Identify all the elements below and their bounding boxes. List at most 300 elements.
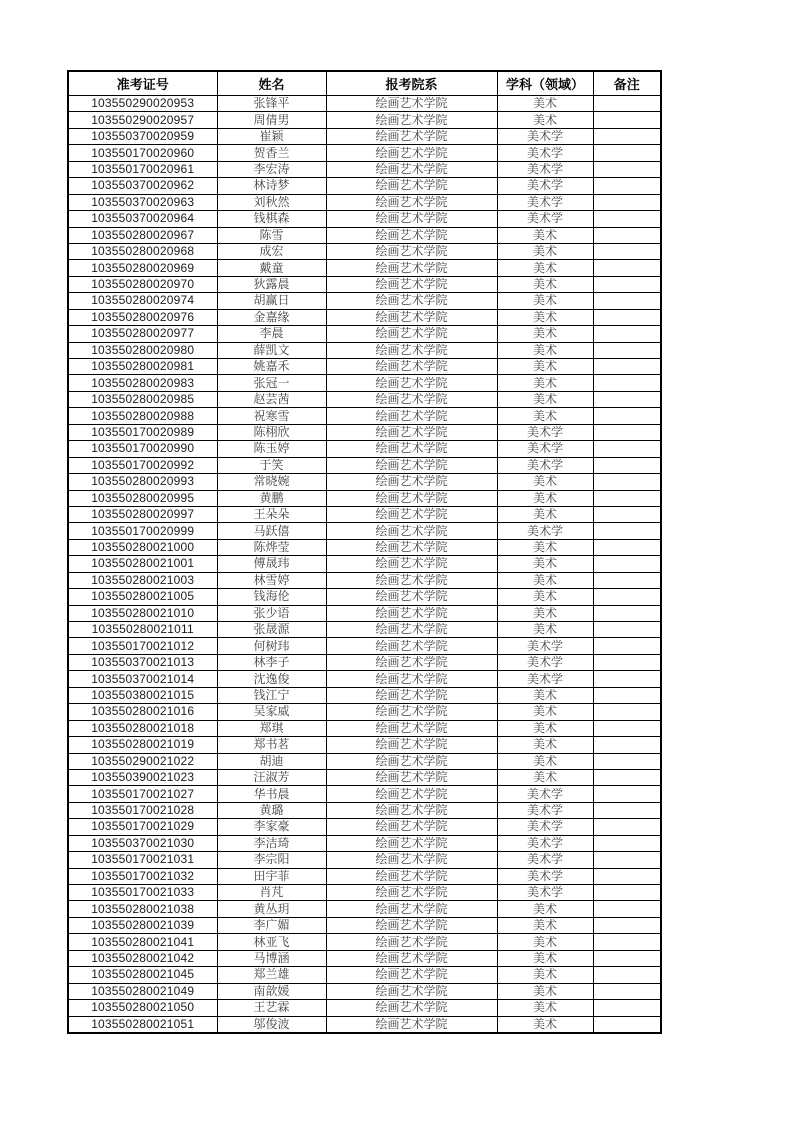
- cell-name: 王朵朵: [217, 506, 326, 522]
- cell-name: 赵芸茜: [217, 391, 326, 407]
- cell-exam-no: 103550280021000: [68, 539, 217, 555]
- cell-field: 美术学: [497, 654, 593, 670]
- table-row: [68, 128, 661, 144]
- cell-exam-no: 103550390021023: [68, 769, 217, 785]
- table-row: [68, 112, 661, 128]
- cell-exam-no: 103550170021033: [68, 885, 217, 901]
- cell-name: 李宏涛: [217, 161, 326, 177]
- cell-exam-no: 103550280021041: [68, 934, 217, 950]
- table-row: [68, 424, 661, 440]
- cell-remark: [593, 885, 661, 901]
- cell-name: 汪淑芳: [217, 769, 326, 785]
- table-row: [68, 589, 661, 605]
- header-field: 学科（领域）: [497, 71, 593, 96]
- cell-department: 绘画艺术学院: [326, 852, 497, 868]
- cell-remark: [593, 786, 661, 802]
- cell-name: 崔颖: [217, 128, 326, 144]
- cell-exam-no: 103550280020969: [68, 260, 217, 276]
- cell-department: 绘画艺术学院: [326, 96, 497, 112]
- cell-remark: [593, 720, 661, 736]
- table-row: [68, 572, 661, 588]
- table-header-row: [68, 71, 661, 96]
- cell-exam-no: 103550280021038: [68, 901, 217, 917]
- cell-department: 绘画艺术学院: [326, 753, 497, 769]
- table-row: [68, 539, 661, 555]
- cell-department: 绘画艺术学院: [326, 243, 497, 259]
- cell-department: 绘画艺术学院: [326, 161, 497, 177]
- cell-remark: [593, 950, 661, 966]
- table-row: [68, 769, 661, 785]
- table-row: [68, 474, 661, 490]
- cell-exam-no: 103550280020997: [68, 506, 217, 522]
- cell-remark: [593, 145, 661, 161]
- table-row: [68, 243, 661, 259]
- cell-name: 李晨: [217, 326, 326, 342]
- cell-remark: [593, 704, 661, 720]
- cell-field: 美术学: [497, 885, 593, 901]
- cell-exam-no: 103550280021051: [68, 1016, 217, 1033]
- cell-name: 李洁琦: [217, 835, 326, 851]
- cell-remark: [593, 539, 661, 555]
- cell-exam-no: 103550280020968: [68, 243, 217, 259]
- cell-department: 绘画艺术学院: [326, 983, 497, 999]
- cell-department: 绘画艺术学院: [326, 835, 497, 851]
- cell-name: 祝寒雪: [217, 408, 326, 424]
- table-row: [68, 934, 661, 950]
- cell-name: 马跃僖: [217, 523, 326, 539]
- cell-remark: [593, 983, 661, 999]
- cell-department: 绘画艺术学院: [326, 1016, 497, 1033]
- table-row: [68, 359, 661, 375]
- cell-exam-no: 103550370021030: [68, 835, 217, 851]
- cell-department: 绘画艺术学院: [326, 934, 497, 950]
- cell-name: 金嘉缘: [217, 309, 326, 325]
- cell-remark: [593, 211, 661, 227]
- cell-field: 美术: [497, 243, 593, 259]
- cell-exam-no: 103550280021010: [68, 605, 217, 621]
- cell-exam-no: 103550380021015: [68, 687, 217, 703]
- cell-name: 田宇菲: [217, 868, 326, 884]
- table-row: [68, 506, 661, 522]
- cell-remark: [593, 424, 661, 440]
- cell-department: 绘画艺术学院: [326, 506, 497, 522]
- table-row: [68, 917, 661, 933]
- cell-exam-no: 103550370021013: [68, 654, 217, 670]
- cell-department: 绘画艺术学院: [326, 901, 497, 917]
- table-row: [68, 490, 661, 506]
- cell-field: 美术学: [497, 211, 593, 227]
- cell-field: 美术: [497, 704, 593, 720]
- cell-remark: [593, 769, 661, 785]
- cell-name: 郑兰雄: [217, 967, 326, 983]
- table-row: [68, 408, 661, 424]
- cell-exam-no: 103550280020983: [68, 375, 217, 391]
- cell-remark: [593, 835, 661, 851]
- cell-name: 傅晟玮: [217, 556, 326, 572]
- cell-field: 美术: [497, 326, 593, 342]
- cell-field: 美术: [497, 967, 593, 983]
- cell-field: 美术: [497, 737, 593, 753]
- cell-department: 绘画艺术学院: [326, 556, 497, 572]
- cell-field: 美术: [497, 391, 593, 407]
- cell-remark: [593, 375, 661, 391]
- cell-remark: [593, 506, 661, 522]
- cell-exam-no: 103550280020967: [68, 227, 217, 243]
- cell-field: 美术: [497, 589, 593, 605]
- cell-field: 美术学: [497, 128, 593, 144]
- cell-field: 美术: [497, 769, 593, 785]
- cell-remark: [593, 523, 661, 539]
- cell-remark: [593, 819, 661, 835]
- cell-name: 肖芃: [217, 885, 326, 901]
- cell-exam-no: 103550170020989: [68, 424, 217, 440]
- cell-department: 绘画艺术学院: [326, 523, 497, 539]
- cell-exam-no: 103550170021012: [68, 638, 217, 654]
- cell-name: 南歆媛: [217, 983, 326, 999]
- cell-field: 美术: [497, 375, 593, 391]
- table-row: [68, 638, 661, 654]
- cell-name: 陈烨莹: [217, 539, 326, 555]
- cell-department: 绘画艺术学院: [326, 967, 497, 983]
- cell-exam-no: 103550280021001: [68, 556, 217, 572]
- cell-field: 美术: [497, 1000, 593, 1016]
- cell-remark: [593, 178, 661, 194]
- cell-remark: [593, 408, 661, 424]
- table-body: [68, 96, 661, 1033]
- cell-department: 绘画艺术学院: [326, 654, 497, 670]
- cell-field: 美术学: [497, 194, 593, 210]
- table-row: [68, 720, 661, 736]
- cell-exam-no: 103550170020961: [68, 161, 217, 177]
- header-name: 姓名: [217, 71, 326, 96]
- cell-name: 胡迪: [217, 753, 326, 769]
- cell-remark: [593, 112, 661, 128]
- cell-department: 绘画艺术学院: [326, 539, 497, 555]
- cell-department: 绘画艺术学院: [326, 572, 497, 588]
- header-exam-no: 准考证号: [68, 71, 217, 96]
- cell-remark: [593, 457, 661, 473]
- cell-name: 邬俊波: [217, 1016, 326, 1033]
- cell-name: 钱棋森: [217, 211, 326, 227]
- table-row: [68, 687, 661, 703]
- cell-exam-no: 103550170021032: [68, 868, 217, 884]
- cell-field: 美术: [497, 720, 593, 736]
- cell-name: 陈栩欣: [217, 424, 326, 440]
- cell-field: 美术: [497, 276, 593, 292]
- cell-name: 陈玉婷: [217, 441, 326, 457]
- cell-department: 绘画艺术学院: [326, 704, 497, 720]
- cell-department: 绘画艺术学院: [326, 720, 497, 736]
- cell-remark: [593, 687, 661, 703]
- cell-department: 绘画艺术学院: [326, 128, 497, 144]
- table-row: [68, 967, 661, 983]
- cell-department: 绘画艺术学院: [326, 638, 497, 654]
- table-row: [68, 950, 661, 966]
- cell-department: 绘画艺术学院: [326, 622, 497, 638]
- cell-remark: [593, 852, 661, 868]
- cell-field: 美术: [497, 359, 593, 375]
- table-row: [68, 737, 661, 753]
- cell-exam-no: 103550170020992: [68, 457, 217, 473]
- cell-remark: [593, 917, 661, 933]
- cell-field: 美术: [497, 96, 593, 112]
- cell-name: 何树玮: [217, 638, 326, 654]
- applicant-list-table: [67, 70, 662, 1034]
- cell-exam-no: 103550280020976: [68, 309, 217, 325]
- cell-exam-no: 103550370020963: [68, 194, 217, 210]
- cell-exam-no: 103550290020957: [68, 112, 217, 128]
- cell-field: 美术学: [497, 835, 593, 851]
- cell-field: 美术学: [497, 457, 593, 473]
- cell-department: 绘画艺术学院: [326, 441, 497, 457]
- cell-department: 绘画艺术学院: [326, 819, 497, 835]
- cell-remark: [593, 391, 661, 407]
- cell-remark: [593, 309, 661, 325]
- cell-exam-no: 103550370021014: [68, 671, 217, 687]
- cell-department: 绘画艺术学院: [326, 260, 497, 276]
- cell-exam-no: 103550170020990: [68, 441, 217, 457]
- cell-name: 戴童: [217, 260, 326, 276]
- cell-field: 美术: [497, 539, 593, 555]
- cell-department: 绘画艺术学院: [326, 605, 497, 621]
- cell-remark: [593, 441, 661, 457]
- cell-exam-no: 103550280020970: [68, 276, 217, 292]
- cell-remark: [593, 194, 661, 210]
- cell-exam-no: 103550280020981: [68, 359, 217, 375]
- cell-department: 绘画艺术学院: [326, 342, 497, 358]
- cell-exam-no: 103550290020953: [68, 96, 217, 112]
- cell-department: 绘画艺术学院: [326, 359, 497, 375]
- cell-field: 美术: [497, 687, 593, 703]
- cell-remark: [593, 638, 661, 654]
- cell-name: 张晟源: [217, 622, 326, 638]
- cell-field: 美术: [497, 950, 593, 966]
- cell-name: 胡赢日: [217, 293, 326, 309]
- cell-department: 绘画艺术学院: [326, 769, 497, 785]
- cell-field: 美术: [497, 309, 593, 325]
- cell-name: 成宏: [217, 243, 326, 259]
- cell-field: 美术学: [497, 868, 593, 884]
- cell-remark: [593, 556, 661, 572]
- cell-name: 李宗阳: [217, 852, 326, 868]
- cell-department: 绘画艺术学院: [326, 490, 497, 506]
- cell-name: 林诗梦: [217, 178, 326, 194]
- cell-exam-no: 103550280021019: [68, 737, 217, 753]
- cell-exam-no: 103550280021039: [68, 917, 217, 933]
- cell-field: 美术: [497, 753, 593, 769]
- table-row: [68, 868, 661, 884]
- cell-field: 美术: [497, 622, 593, 638]
- table-row: [68, 457, 661, 473]
- table-row: [68, 145, 661, 161]
- table-row: [68, 194, 661, 210]
- cell-exam-no: 103550170021029: [68, 819, 217, 835]
- cell-name: 吴家威: [217, 704, 326, 720]
- cell-field: 美术: [497, 408, 593, 424]
- cell-field: 美术: [497, 490, 593, 506]
- cell-department: 绘画艺术学院: [326, 1000, 497, 1016]
- table-row: [68, 161, 661, 177]
- cell-field: 美术: [497, 901, 593, 917]
- cell-field: 美术: [497, 112, 593, 128]
- cell-exam-no: 103550280021011: [68, 622, 217, 638]
- cell-field: 美术学: [497, 424, 593, 440]
- cell-department: 绘画艺术学院: [326, 178, 497, 194]
- cell-field: 美术学: [497, 441, 593, 457]
- table-row: [68, 654, 661, 670]
- cell-department: 绘画艺术学院: [326, 687, 497, 703]
- cell-exam-no: 103550280020993: [68, 474, 217, 490]
- cell-department: 绘画艺术学院: [326, 211, 497, 227]
- cell-exam-no: 103550280020985: [68, 391, 217, 407]
- cell-remark: [593, 490, 661, 506]
- cell-department: 绘画艺术学院: [326, 391, 497, 407]
- cell-name: 贺香兰: [217, 145, 326, 161]
- cell-field: 美术学: [497, 523, 593, 539]
- cell-field: 美术: [497, 293, 593, 309]
- cell-field: 美术: [497, 227, 593, 243]
- cell-name: 钱江宁: [217, 687, 326, 703]
- header-remark: 备注: [593, 71, 661, 96]
- cell-department: 绘画艺术学院: [326, 112, 497, 128]
- cell-remark: [593, 589, 661, 605]
- cell-department: 绘画艺术学院: [326, 786, 497, 802]
- cell-field: 美术学: [497, 802, 593, 818]
- cell-remark: [593, 934, 661, 950]
- cell-remark: [593, 622, 661, 638]
- cell-name: 刘秋然: [217, 194, 326, 210]
- cell-name: 郑琪: [217, 720, 326, 736]
- cell-exam-no: 103550280020974: [68, 293, 217, 309]
- cell-remark: [593, 342, 661, 358]
- table-row: [68, 819, 661, 835]
- cell-department: 绘画艺术学院: [326, 424, 497, 440]
- table-row: [68, 983, 661, 999]
- cell-name: 薛凯文: [217, 342, 326, 358]
- cell-field: 美术学: [497, 671, 593, 687]
- table-row: [68, 178, 661, 194]
- cell-remark: [593, 260, 661, 276]
- cell-remark: [593, 96, 661, 112]
- cell-field: 美术: [497, 260, 593, 276]
- table-row: [68, 342, 661, 358]
- table-row: [68, 375, 661, 391]
- cell-name: 黄丛玥: [217, 901, 326, 917]
- table-row: [68, 753, 661, 769]
- cell-name: 陈雪: [217, 227, 326, 243]
- cell-name: 常晓婉: [217, 474, 326, 490]
- cell-exam-no: 103550170020960: [68, 145, 217, 161]
- cell-name: 华书晨: [217, 786, 326, 802]
- cell-name: 周倩男: [217, 112, 326, 128]
- cell-remark: [593, 128, 661, 144]
- cell-exam-no: 103550170020999: [68, 523, 217, 539]
- cell-remark: [593, 753, 661, 769]
- cell-department: 绘画艺术学院: [326, 868, 497, 884]
- cell-exam-no: 103550280021005: [68, 589, 217, 605]
- cell-name: 狄露晨: [217, 276, 326, 292]
- cell-remark: [593, 227, 661, 243]
- cell-name: 钱海伦: [217, 589, 326, 605]
- cell-remark: [593, 326, 661, 342]
- cell-field: 美术学: [497, 638, 593, 654]
- cell-department: 绘画艺术学院: [326, 802, 497, 818]
- cell-exam-no: 103550280021016: [68, 704, 217, 720]
- cell-field: 美术学: [497, 178, 593, 194]
- table-row: [68, 326, 661, 342]
- cell-remark: [593, 605, 661, 621]
- cell-remark: [593, 161, 661, 177]
- cell-remark: [593, 1016, 661, 1033]
- cell-exam-no: 103550170021028: [68, 802, 217, 818]
- table-row: [68, 802, 661, 818]
- cell-exam-no: 103550170021027: [68, 786, 217, 802]
- table-row: [68, 901, 661, 917]
- cell-name: 林亚飞: [217, 934, 326, 950]
- cell-field: 美术: [497, 342, 593, 358]
- cell-exam-no: 103550280021049: [68, 983, 217, 999]
- cell-name: 张少语: [217, 605, 326, 621]
- cell-department: 绘画艺术学院: [326, 375, 497, 391]
- table-row: [68, 441, 661, 457]
- table-row: [68, 211, 661, 227]
- cell-name: 郑书茗: [217, 737, 326, 753]
- cell-department: 绘画艺术学院: [326, 917, 497, 933]
- cell-name: 马博涵: [217, 950, 326, 966]
- cell-field: 美术: [497, 934, 593, 950]
- cell-field: 美术: [497, 474, 593, 490]
- table-row: [68, 1016, 661, 1033]
- cell-field: 美术学: [497, 145, 593, 161]
- cell-department: 绘画艺术学院: [326, 457, 497, 473]
- cell-field: 美术: [497, 556, 593, 572]
- cell-field: 美术: [497, 572, 593, 588]
- cell-name: 姚嘉禾: [217, 359, 326, 375]
- cell-remark: [593, 737, 661, 753]
- cell-exam-no: 103550280020977: [68, 326, 217, 342]
- table-row: [68, 276, 661, 292]
- cell-field: 美术学: [497, 852, 593, 868]
- table-row: [68, 391, 661, 407]
- cell-remark: [593, 802, 661, 818]
- cell-department: 绘画艺术学院: [326, 408, 497, 424]
- cell-name: 于笑: [217, 457, 326, 473]
- cell-field: 美术: [497, 917, 593, 933]
- cell-remark: [593, 654, 661, 670]
- cell-name: 林李子: [217, 654, 326, 670]
- cell-name: 李广媚: [217, 917, 326, 933]
- cell-exam-no: 103550370020959: [68, 128, 217, 144]
- cell-name: 林雪婷: [217, 572, 326, 588]
- cell-department: 绘画艺术学院: [326, 227, 497, 243]
- cell-exam-no: 103550280020995: [68, 490, 217, 506]
- table-row: [68, 786, 661, 802]
- header-department: 报考院系: [326, 71, 497, 96]
- cell-department: 绘画艺术学院: [326, 950, 497, 966]
- cell-exam-no: 103550280021050: [68, 1000, 217, 1016]
- cell-department: 绘画艺术学院: [326, 145, 497, 161]
- cell-remark: [593, 572, 661, 588]
- cell-name: 张冠一: [217, 375, 326, 391]
- cell-name: 黄璐: [217, 802, 326, 818]
- cell-department: 绘画艺术学院: [326, 885, 497, 901]
- cell-department: 绘画艺术学院: [326, 589, 497, 605]
- cell-field: 美术学: [497, 819, 593, 835]
- cell-exam-no: 103550280021045: [68, 967, 217, 983]
- cell-exam-no: 103550280021018: [68, 720, 217, 736]
- cell-department: 绘画艺术学院: [326, 326, 497, 342]
- cell-name: 张锋平: [217, 96, 326, 112]
